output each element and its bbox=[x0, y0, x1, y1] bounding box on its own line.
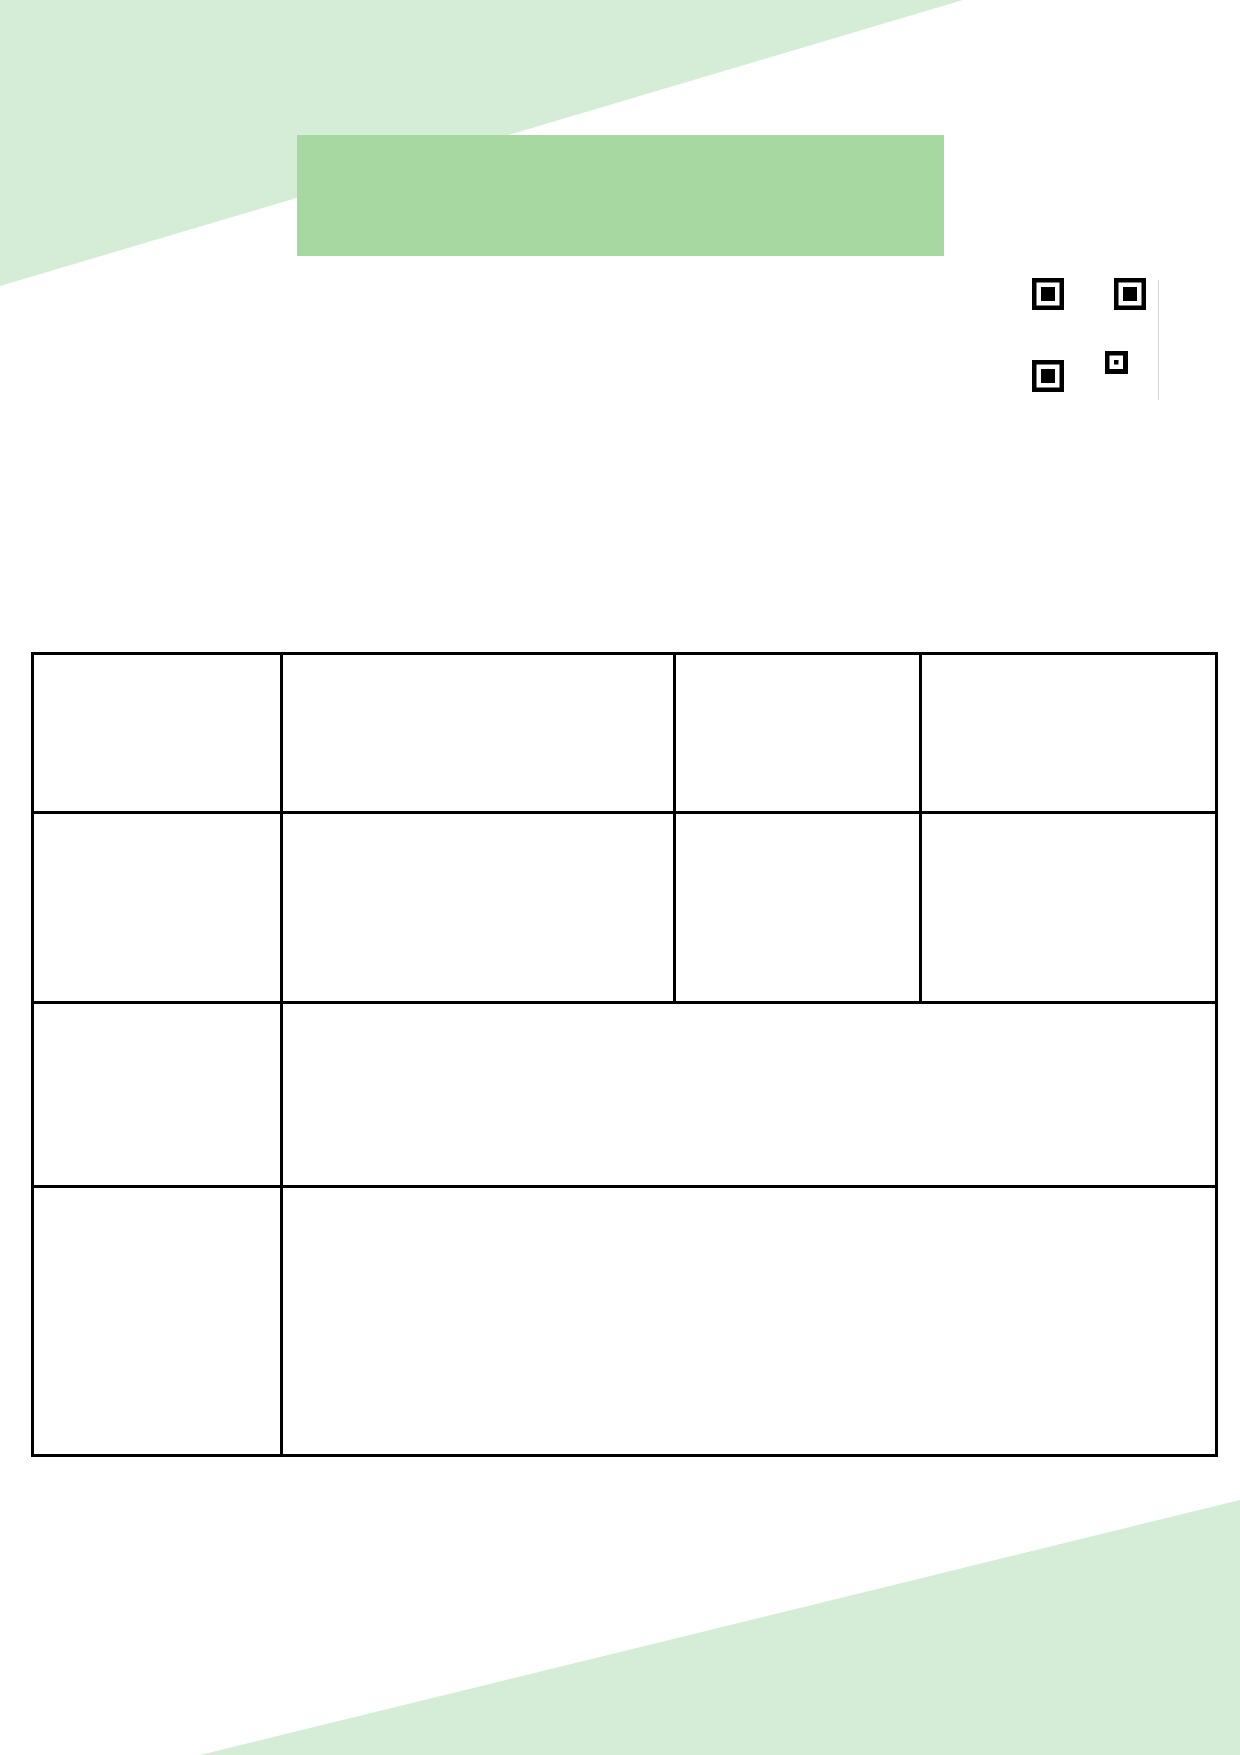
email-label-cell bbox=[676, 655, 922, 814]
affiliation-label-cell bbox=[34, 814, 283, 1004]
name-value-cell bbox=[283, 655, 676, 814]
title-banner bbox=[297, 135, 944, 256]
bottom-right-green-wedge bbox=[200, 1500, 1240, 1755]
qr-divider-line bbox=[1158, 280, 1159, 400]
qr-code-icon bbox=[1032, 278, 1146, 392]
participation-label-cell bbox=[34, 1004, 283, 1188]
qr-code-graphic bbox=[1032, 278, 1146, 392]
affiliation-value-cell bbox=[283, 814, 676, 1004]
email-value-cell bbox=[922, 655, 1215, 814]
questions-label-cell bbox=[34, 1188, 283, 1454]
participation-options-cell bbox=[283, 1004, 1215, 1188]
phone-label-cell bbox=[676, 814, 922, 1004]
phone-value-cell bbox=[922, 814, 1215, 1004]
questions-value-cell bbox=[283, 1188, 1215, 1454]
application-form-table bbox=[31, 652, 1218, 1457]
name-label-cell bbox=[34, 655, 283, 814]
